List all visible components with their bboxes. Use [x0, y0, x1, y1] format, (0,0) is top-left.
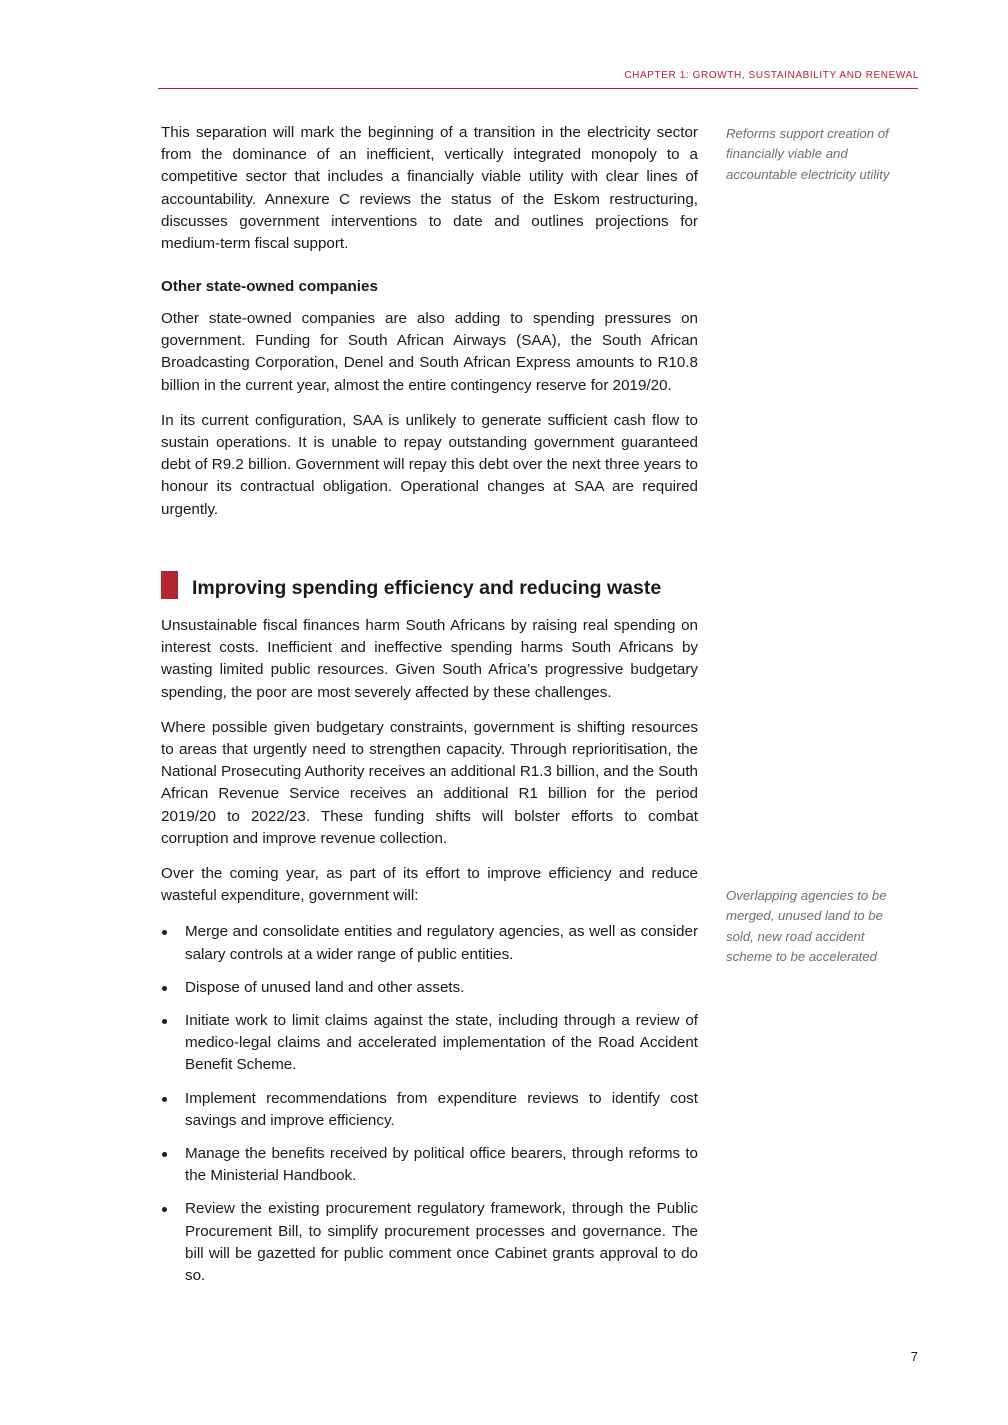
intro-paragraph: This separation will mark the beginning of a transition in the electricity sector from the dominance of an inefficient, vertically integrated monopoly to a competitive sector that includes a financially viable utility with clear lines of accountability. Annexure C reviews the status of the Eskom restructuring, discusses government interventions to date and outlines projections for medium-term fiscal support. [161, 124, 698, 253]
section-paragraph-2: Where possible given budgetary constraints, government is shifting resources to areas that urgently need to strengthen capacity. Through reprioritisation, the National Prosecuting Authority receives an additional R1.3 billion, and the South African Revenue Service receives an additional R1 billion for the period 2019/20 to 2022/23. These funding shifts will bolster efforts to combat corruption and improve revenue collection. [161, 718, 698, 847]
list-item [161, 1143, 698, 1187]
section-heading-block [161, 570, 761, 604]
soc-heading: Other state-owned companies [161, 278, 378, 295]
section-marker [161, 571, 178, 599]
soc-section [161, 276, 698, 521]
bullet-icon [162, 1207, 167, 1212]
section-paragraph-3: Over the coming year, as part of its effort to improve efficiency and reduce wasteful expenditure, government will: [161, 865, 698, 905]
list-item [161, 1198, 698, 1287]
intro-block [161, 122, 698, 255]
bullet-text: Manage the benefits received by political office bearers, through reforms to the Ministerial Handbook. [185, 1145, 698, 1185]
bullet-icon [162, 1097, 167, 1102]
bullet-icon [162, 1152, 167, 1157]
header-rule [158, 88, 918, 89]
list-item [161, 1088, 698, 1132]
running-header: CHAPTER 1: GROWTH, SUSTAINABILITY AND RENEWAL [624, 70, 919, 81]
bullet-text: Merge and consolidate entities and regulatory agencies, as well as consider salary controls at a wider range of public entities. [185, 923, 698, 963]
section-heading: Improving spending efficiency and reducing waste [192, 577, 662, 599]
margin-note-agencies: Overlapping agencies to be merged, unused land to be sold, new road accident scheme to be accelerated [726, 888, 887, 965]
list-item [161, 1010, 698, 1077]
section-body [161, 615, 698, 1298]
bullet-icon [162, 986, 167, 991]
page-number: 7 [910, 1349, 918, 1364]
bullet-text: Initiate work to limit claims against the state, including through a review of medico-legal claims and accelerated implementation of the Road Accident Benefit Scheme. [185, 1012, 698, 1074]
bullet-text: Dispose of unused land and other assets. [185, 978, 465, 996]
list-item [161, 921, 698, 965]
soc-paragraph-1: Other state-owned companies are also adding to spending pressures on government. Funding for South African Airways (SAA), the South African Broadcasting Corporation, Denel and South African Express amounts to R10.8 billion in the current year, almost the entire contingency reserve for 2019/20. [161, 310, 698, 394]
bullet-text: Review the existing procurement regulatory framework, through the Public Procurement Bill, to simplify procurement processes and governance. The bill will be gazetted for public comment once Cabinet grants approval to do so. [185, 1200, 698, 1285]
bullet-icon [162, 930, 167, 935]
margin-note-electricity: Reforms support creation of financially viable and accountable electricity utility [726, 126, 890, 182]
bullet-list [161, 921, 698, 1287]
list-item [161, 977, 698, 999]
soc-paragraph-2: In its current configuration, SAA is unlikely to generate sufficient cash flow to sustain operations. It is unable to repay outstanding government guaranteed debt of R9.2 billion. Government will repay this debt over the next three years to honour its contractual obligation. Operational changes at SAA are required urgently. [161, 411, 698, 518]
bullet-icon [162, 1019, 167, 1024]
bullet-text: Implement recommendations from expenditure reviews to identify cost savings and improve efficiency. [185, 1089, 698, 1129]
section-paragraph-1: Unsustainable fiscal finances harm South Africans by raising real spending on interest costs. Inefficient and ineffective spending harms South Africans by wasting limited public resources. Given South Africa’s progressive budgetary spending, the poor are most severely affected by these challenges. [161, 617, 698, 701]
